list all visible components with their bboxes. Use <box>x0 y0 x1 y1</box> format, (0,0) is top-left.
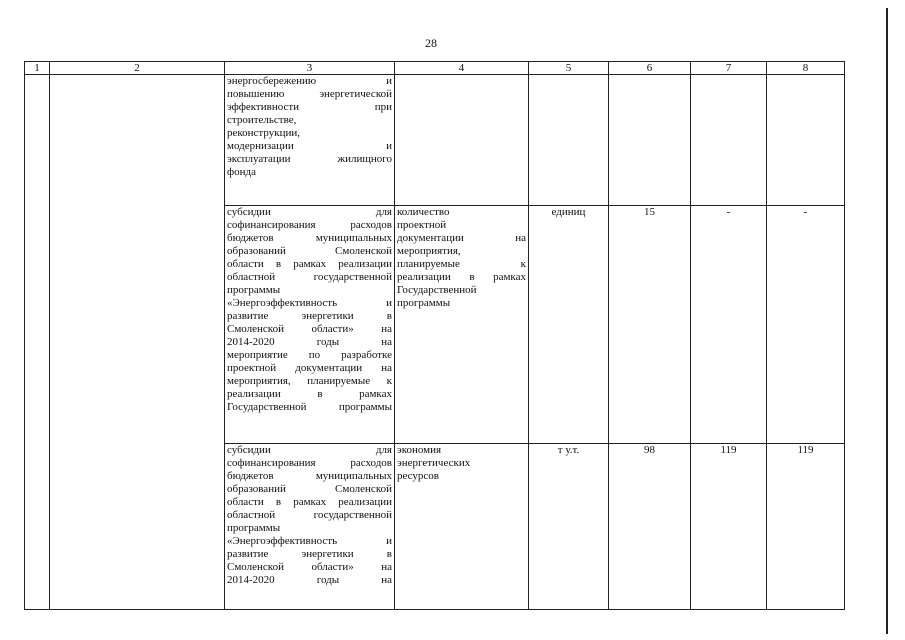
text-line: реконструкции, <box>227 127 300 139</box>
cell-unit: т у.т. <box>529 444 609 610</box>
cell-value-7 <box>691 75 767 206</box>
column-header: 6 <box>609 62 691 75</box>
text-line: фонда <box>227 166 256 178</box>
page-number: 28 <box>425 36 437 50</box>
column-header: 4 <box>395 62 529 75</box>
text-line: 2014-2020 годы на <box>227 574 392 586</box>
text-line: софинансирования расходов <box>227 457 392 469</box>
text-line: образований Смоленской <box>227 483 392 495</box>
text-line: мероприятия, <box>397 245 461 257</box>
text-line: мероприятия, планируемые к <box>227 375 392 387</box>
text-line: Смоленской области» на <box>227 561 392 573</box>
header-row <box>25 62 845 75</box>
text-line: «Энергоэффективность и <box>227 535 392 547</box>
text-line: эффективности при <box>227 101 392 113</box>
column-header: 3 <box>225 62 395 75</box>
cell-value-8: 119 <box>767 444 845 610</box>
text-line: документации на <box>397 232 526 244</box>
text-line: энергетических <box>397 457 471 469</box>
cell-value-7: - <box>691 206 767 444</box>
column-header: 7 <box>691 62 767 75</box>
text-line: ресурсов <box>397 470 439 482</box>
cell-unit <box>529 75 609 206</box>
text-line: 2014-2020 годы на <box>227 336 392 348</box>
text-line: развитие энергетики в <box>227 548 392 560</box>
text-line: бюджетов муниципальных <box>227 470 392 482</box>
text-line: программы <box>227 284 281 296</box>
cell-col2 <box>50 75 225 610</box>
column-header: 5 <box>529 62 609 75</box>
text-line: развитие энергетики в <box>227 310 392 322</box>
text-line: мероприятие по разработке <box>227 349 392 361</box>
text-line: софинансирования расходов <box>227 219 392 231</box>
text-line: повышению энергетической <box>227 88 392 100</box>
text-line: количество <box>397 206 450 218</box>
text-line: области в рамках реализации <box>227 258 392 270</box>
cell-value-6: 15 <box>609 206 691 444</box>
text-line: образований Смоленской <box>227 245 392 257</box>
text-line: «Энергоэффективность и <box>227 297 392 309</box>
cell-indicator <box>395 444 529 610</box>
text-line: планируемые к <box>397 258 526 270</box>
text-line: модернизации и <box>227 140 392 152</box>
cell-unit: единиц <box>529 206 609 444</box>
cell-col1 <box>25 75 50 610</box>
text-line: бюджетов муниципальных <box>227 232 392 244</box>
text-line: проектной документации на <box>227 362 392 374</box>
text-line: программы <box>397 297 451 309</box>
cell-value-6: 98 <box>609 444 691 610</box>
text-line: программы <box>227 522 281 534</box>
text-line: Государственной программы <box>227 401 392 413</box>
text-line: реализации в рамках <box>227 388 392 400</box>
text-line: экономия <box>397 444 442 456</box>
cell-description <box>225 444 395 610</box>
cell-value-8: - <box>767 206 845 444</box>
text-line: областной государственной <box>227 509 392 521</box>
cell-value-8 <box>767 75 845 206</box>
data-table <box>24 61 845 610</box>
text-line: реализации в рамках <box>397 271 526 283</box>
column-header: 8 <box>767 62 845 75</box>
text-line: проектной <box>397 219 447 231</box>
text-line: Смоленской области» на <box>227 323 392 335</box>
text-line: строительстве, <box>227 114 297 126</box>
table-row <box>25 75 845 206</box>
cell-value-6 <box>609 75 691 206</box>
column-header: 1 <box>25 62 50 75</box>
page-edge-line <box>886 8 888 634</box>
text-line: эксплуатации жилищного <box>227 153 392 165</box>
column-header: 2 <box>50 62 225 75</box>
cell-indicator <box>395 206 529 444</box>
text-line: областной государственной <box>227 271 392 283</box>
cell-value-7: 119 <box>691 444 767 610</box>
text-line: энергосбережению и <box>227 75 392 87</box>
text-line: области в рамках реализации <box>227 496 392 508</box>
cell-description <box>225 75 395 206</box>
cell-description <box>225 206 395 444</box>
text-line: субсидии для <box>227 206 392 218</box>
text-line: Государственной <box>397 284 477 296</box>
cell-indicator <box>395 75 529 206</box>
text-line: субсидии для <box>227 444 392 456</box>
